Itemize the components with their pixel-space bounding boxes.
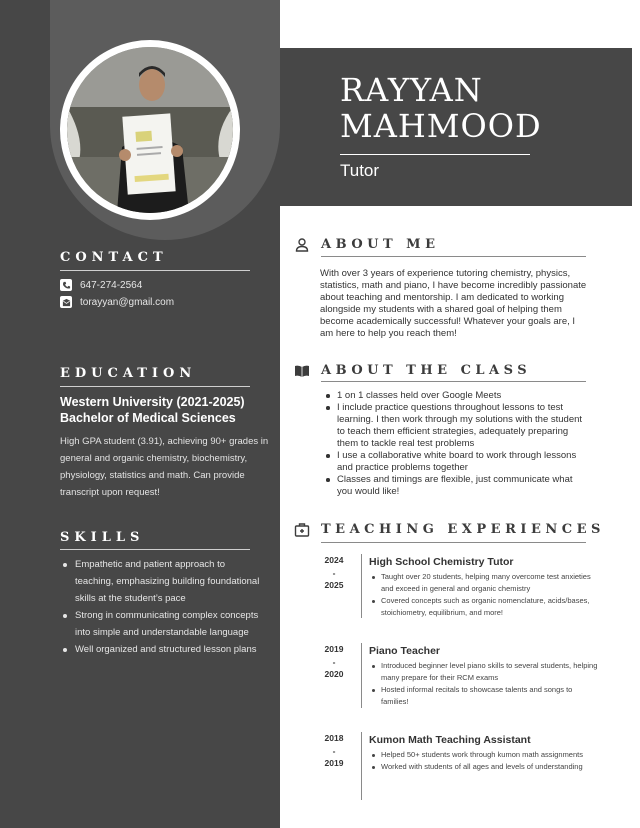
about-class-list	[321, 390, 586, 498]
education-heading: EDUCATION	[60, 366, 197, 381]
education-divider	[60, 386, 250, 387]
about-class-heading: ABOUT THE CLASS	[321, 363, 532, 378]
about-me-text: With over 3 years of experience tutoring chemistry, physics, statistics, math and piano, I have become incredibly passionate about teaching and mentorship. I am dedicated to working alongside my students with a shared goal of helping them become academically successful! Whatever your goals are, I am here to help you reach them!	[320, 268, 587, 339]
skill-item: Strong in communicating complex concepts into simple and understandable language	[60, 607, 260, 641]
experience-years	[318, 643, 350, 681]
skills-heading: SKILLS	[60, 530, 145, 545]
skills-divider	[60, 549, 250, 550]
person-icon	[294, 237, 310, 253]
experience-title: Piano Teacher	[369, 645, 440, 657]
education-degree: Bachelor of Medical Sciences	[60, 411, 236, 425]
first-name: RAYYAN	[340, 71, 483, 109]
class-item: 1 on 1 classes held over Google Meets	[321, 390, 586, 402]
experience-start-year: 2018	[324, 733, 344, 743]
role-title: Tutor	[340, 161, 380, 180]
education-details: High GPA student (3.91), achieving 90+ grades in general and organic chemistry, biochemistry, physiology, statistics and math. Can provide transcript upon request!	[60, 436, 269, 498]
briefcase-icon	[294, 522, 310, 538]
about-me-divider	[321, 256, 586, 257]
experience-start-year: 2024	[324, 555, 344, 565]
name-divider	[340, 154, 530, 155]
experience-years	[318, 732, 350, 770]
experience-bullet: Worked with students of all ages and levels of understanding	[369, 761, 599, 773]
year-dash: -	[332, 567, 336, 578]
year-dash: -	[332, 745, 336, 756]
education-school: Western University (2021-2025)	[60, 395, 245, 409]
contact-heading: CONTACT	[60, 250, 168, 265]
experience-title: Kumon Math Teaching Assistant	[369, 734, 531, 746]
skills-list	[60, 556, 260, 658]
skill-item: Empathetic and patient approach to teaching, emphasizing building foundational skills at the student’s pace	[60, 556, 260, 607]
contact-phone-row	[60, 279, 142, 291]
class-item: I include practice questions throughout lessons to test learning. I then work through my solutions with the student to teach them efficient strategies, adequately preparing them to tackle real test problems	[321, 402, 586, 450]
contact-phone: 647-274-2564	[80, 279, 143, 291]
experience-end-year: 2020	[324, 669, 344, 679]
experience-bullet: Taught over 20 students, helping many overcome test anxieties and exceed in general and organic chemistry	[369, 571, 599, 595]
profile-photo	[67, 47, 233, 213]
about-class-divider	[321, 381, 586, 382]
experience-bullet: Introduced beginner level piano skills to several students, helping many prepare for their RCM exams	[369, 660, 599, 684]
experience-bullets	[369, 571, 599, 619]
education-title	[60, 394, 275, 426]
experience-bullet: Helped 50+ students work through kumon math assignments	[369, 749, 599, 761]
class-item: Classes and timings are flexible, just communicate what you would like!	[321, 474, 586, 498]
experience-timeline-line	[361, 554, 362, 618]
experience-bullets	[369, 660, 599, 708]
book-icon	[294, 363, 310, 379]
experience-end-year: 2019	[324, 758, 344, 768]
profile-photo-illustration	[67, 47, 233, 213]
experience-bullet: Hosted informal recitals to showcase talents and songs to families!	[369, 684, 599, 708]
experience-bullet: Covered concepts such as organic nomenclature, acids/bases, stoichiometry, equilibrium, and more!	[369, 595, 599, 619]
skill-item: Well organized and structured lesson plans	[60, 641, 260, 658]
contact-email-row	[60, 296, 174, 308]
last-name: MAHMOOD	[340, 107, 542, 145]
year-dash: -	[332, 656, 336, 667]
experience-timeline-line	[361, 732, 362, 800]
phone-icon	[60, 279, 72, 291]
experience-years	[318, 554, 350, 592]
experience-timeline-line	[361, 643, 362, 708]
about-me-heading: ABOUT ME	[321, 237, 440, 252]
contact-divider	[60, 270, 250, 271]
teaching-divider	[321, 542, 586, 543]
contact-email[interactable]: torayyan@gmail.com	[80, 296, 175, 308]
experience-start-year: 2019	[324, 644, 344, 654]
class-item: I use a collaborative white board to work through lessons and practice problems together	[321, 450, 586, 474]
experience-bullets	[369, 749, 599, 773]
envelope-icon	[60, 296, 72, 308]
experience-end-year: 2025	[324, 580, 344, 590]
experience-title: High School Chemistry Tutor	[369, 556, 514, 568]
teaching-heading: TEACHING EXPERIENCES	[321, 522, 605, 537]
